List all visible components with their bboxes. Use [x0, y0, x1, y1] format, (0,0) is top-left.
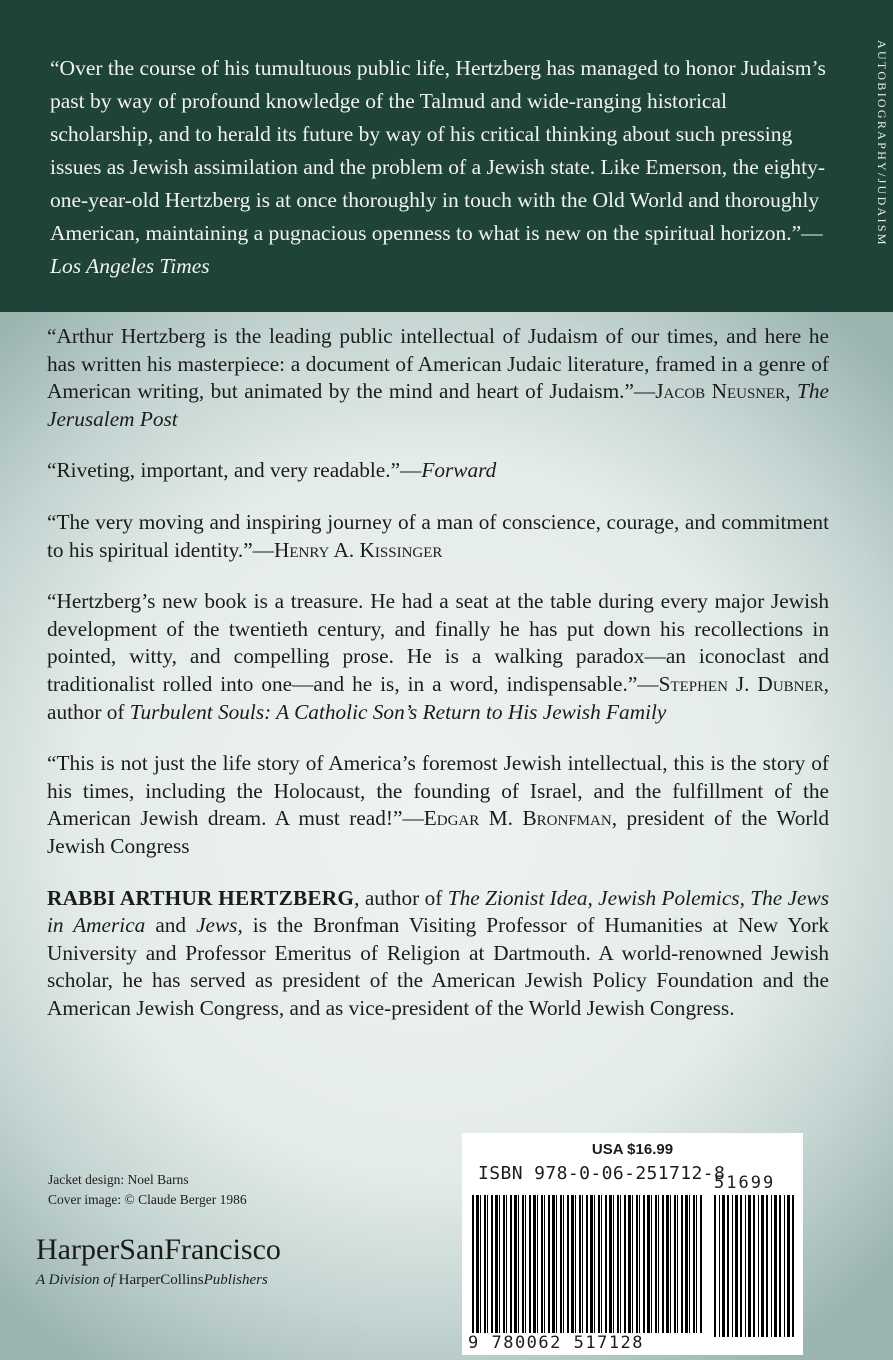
author-bio: RABBI ARTHUR HERTZBERG, author of The Zionist Idea, Jewish Polemics, The Jews in America and Jews, is the Bronfman Visiting Professor of Humanities at New York University and Professor Emeritus of Religion at Dartmouth. A world-renowned Jewish scholar, he has served as president of the American Jewish Policy Foundation and the American Jewish Congress, and as vice-president of the World Jewish Congress. [47, 885, 830, 1020]
barcode-panel [462, 1133, 803, 1355]
review-blurbs [47, 323, 829, 1022]
blurb-neusner: “Arthur Hertzberg is the leading public intellectual of Judaism of our times, and here he has written his masterpiece: a document of American Judaic literature, framed in a genre of American writing, but animated by the mind and heart of Judaism.”—Jacob Neusner, The Jerusalem Post [47, 324, 829, 431]
blurb-kissinger [47, 509, 829, 564]
blurb-bronfman: “This is not just the life story of America’s foremost Jewish intellectual, this is the story of his times, including the Holocaust, the founding of Israel, and the fulfillment of the American Jewish dream. A must read!”—Edgar M. Bronfman, president of the World Jewish Congress [47, 751, 830, 858]
blurb-text: “This is not just the life story of America’s foremost Jewish intellectual, this is the story of his times, including the Holocaust, the founding of Israel, and the fulfillment of the American Jewish dream. A must read!”— [47, 751, 829, 831]
publisher-division: A Division of HarperCollinsPublishers [36, 1272, 268, 1288]
spine-category-label: AUTOBIOGRAPHY/JUDAISM [875, 40, 889, 247]
publisher-logo: HarperSanFrancisco [36, 1233, 281, 1266]
blurb-text: “The very moving and inspiring journey of a man of conscience, courage, and commitment to his spiritual identity.”— [47, 509, 829, 562]
price-label: USA $16.99 [591, 1141, 674, 1158]
featured-quote-text: “Over the course of his tumultuous public life, Hertzberg has managed to honor Judaism’s past by way of profound knowledge of the Talmud and wide-ranging historical scholarship, and to herald its future by way of his critical thinking about such pressing issues as Jewish assimilation and the problem of a Jewish state. Like Emerson, the eighty-one-year-old Hertzberg is at once thoroughly in touch with the Old World and thoroughly American, maintaining a pugnacious openness to what is new on the spiritual horizon.”— [50, 56, 826, 245]
author-book-titles: The Zionist Idea, Jewish Polemics, The Jews in America [47, 885, 829, 938]
price-addon-number: 51699 [714, 1173, 776, 1193]
ean-barcode [472, 1195, 702, 1337]
addon-barcode [714, 1195, 794, 1337]
blurb-text: “Arthur Hertzberg is the leading public intellectual of Judaism of our times, and here he has written his masterpiece: a document of American Judaic literature, framed in a genre of American writing, but animated by the mind and heart of Judaism.”— [47, 324, 829, 404]
jacket-design-credit: Jacket design: Noel Barns [48, 1172, 189, 1187]
ean-digits: 9 780062 517128 [466, 1333, 706, 1353]
author-name: RABBI ARTHUR HERTZBERG [47, 885, 355, 910]
blurb-forward [47, 457, 829, 485]
jacket-credits [48, 1170, 247, 1210]
featured-quote-source: Los Angeles Times [50, 254, 210, 278]
blurb-author: Stephen J. Dubner [658, 671, 824, 696]
featured-review-quote [50, 52, 828, 283]
isbn-number: ISBN 978-0-06-251712-8 [478, 1163, 726, 1184]
blurb-dubner: “Hertzberg’s new book is a treasure. He had a seat at the table during every major Jewish development of the twentieth century, and finally he has put down his recollections in pointed, witty, and compelling prose. He is a walking paradox—an iconoclast and traditionalist rolled into one—and he is, in a word, indispensable.”—Stephen J. Dubner, author of Turbulent Souls: A Catholic Son’s Return to His Jewish Family [47, 589, 829, 724]
blurb-text: “Riveting, important, and very readable.”— [47, 458, 422, 483]
blurb-text: “Hertzberg’s new book is a treasure. He had a seat at the table during every major Jewish development of the twentieth century, and finally he has put down his recollections in pointed, witty, and compelling prose. He is a walking paradox—an iconoclast and traditionalist rolled into one—and he is, in a word, indispensable.”— [47, 589, 829, 696]
blurb-author: Henry A. Kissinger [273, 537, 443, 562]
blurb-author: Jacob Neusner [655, 379, 786, 404]
author-book-title: Jews, [196, 913, 243, 938]
cover-image-credit: Cover image: © Claude Berger 1986 [48, 1192, 247, 1207]
blurb-source: Turbulent Souls: A Catholic Son’s Return to His Jewish Family [129, 699, 667, 724]
blurb-source: The Jerusalem Post [47, 379, 829, 431]
blurb-source: Forward [421, 458, 497, 483]
blurb-author: Edgar M. Bronfman [423, 806, 612, 831]
